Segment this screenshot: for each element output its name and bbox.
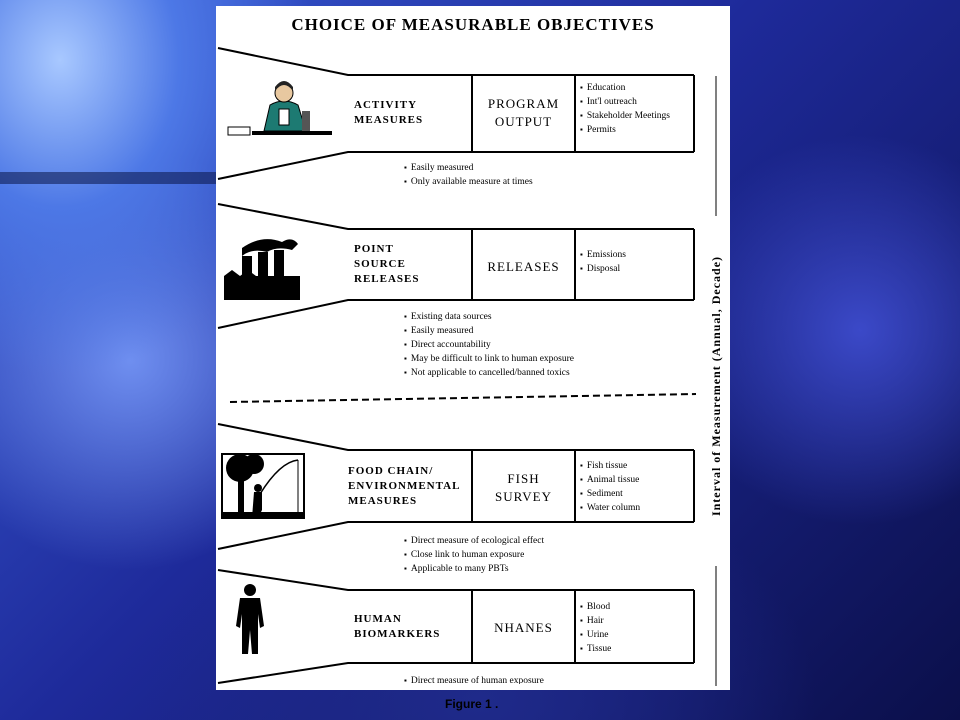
row-point-source-center: RELEASES [487,259,560,274]
row-food-chain-examples: ▪ Fish tissue ▪ Animal tissue ▪ Sediment ▪ Water column [580,459,640,515]
row-food-chain-label: FOOD CHAIN/ ENVIRONMENTAL MEASURES [348,465,461,507]
factory-icon [224,239,300,300]
background-stripe [0,172,216,184]
office-worker-icon [228,81,332,135]
row-food-chain-center: FISH SURVEY [495,471,552,504]
row-activity-label: ACTIVITY MEASURES [354,99,424,126]
row-activity-notes: ▪ Easily measured ▪ Only available measure at times [404,161,533,189]
row-point-source-label: POINT SOURCE RELEASES [354,243,420,285]
row-biomarkers-label: HUMAN BIOMARKERS [354,613,441,640]
figure-panel [216,6,730,690]
row-biomarkers-notes: ▪ Direct measure of human exposure [404,674,544,684]
figure-title: CHOICE OF MEASURABLE OBJECTIVES [291,15,655,34]
row-activity-examples: ▪ Education ▪ Int'l outreach ▪ Stakeholder Meetings ▪ Permits [580,81,670,137]
row-food-chain-notes: ▪ Direct measure of ecological effect ▪ Close link to human exposure ▪ Applicable to many PBTs [404,534,544,576]
row-point-source-notes: ▪ Existing data sources ▪ Easily measured ▪ Direct accountability ▪ May be difficult to link to human exposure ▪ Not applicable to cancelled/banned toxics [404,310,574,380]
fisherman-icon [222,454,304,518]
row-point-source-examples: ▪ Emissions ▪ Disposal [580,248,626,276]
man-silhouette-icon [236,584,264,654]
row-biomarkers-center: NHANES [494,620,553,635]
axis-label: Interval of Measurement (Annual, Decade) [709,255,723,517]
row-biomarkers-examples: ▪ Blood ▪ Hair ▪ Urine ▪ Tissue [580,600,611,656]
figure-caption: Figure 1 . [445,697,499,711]
row-activity-center: PROGRAM OUTPUT [487,96,560,129]
